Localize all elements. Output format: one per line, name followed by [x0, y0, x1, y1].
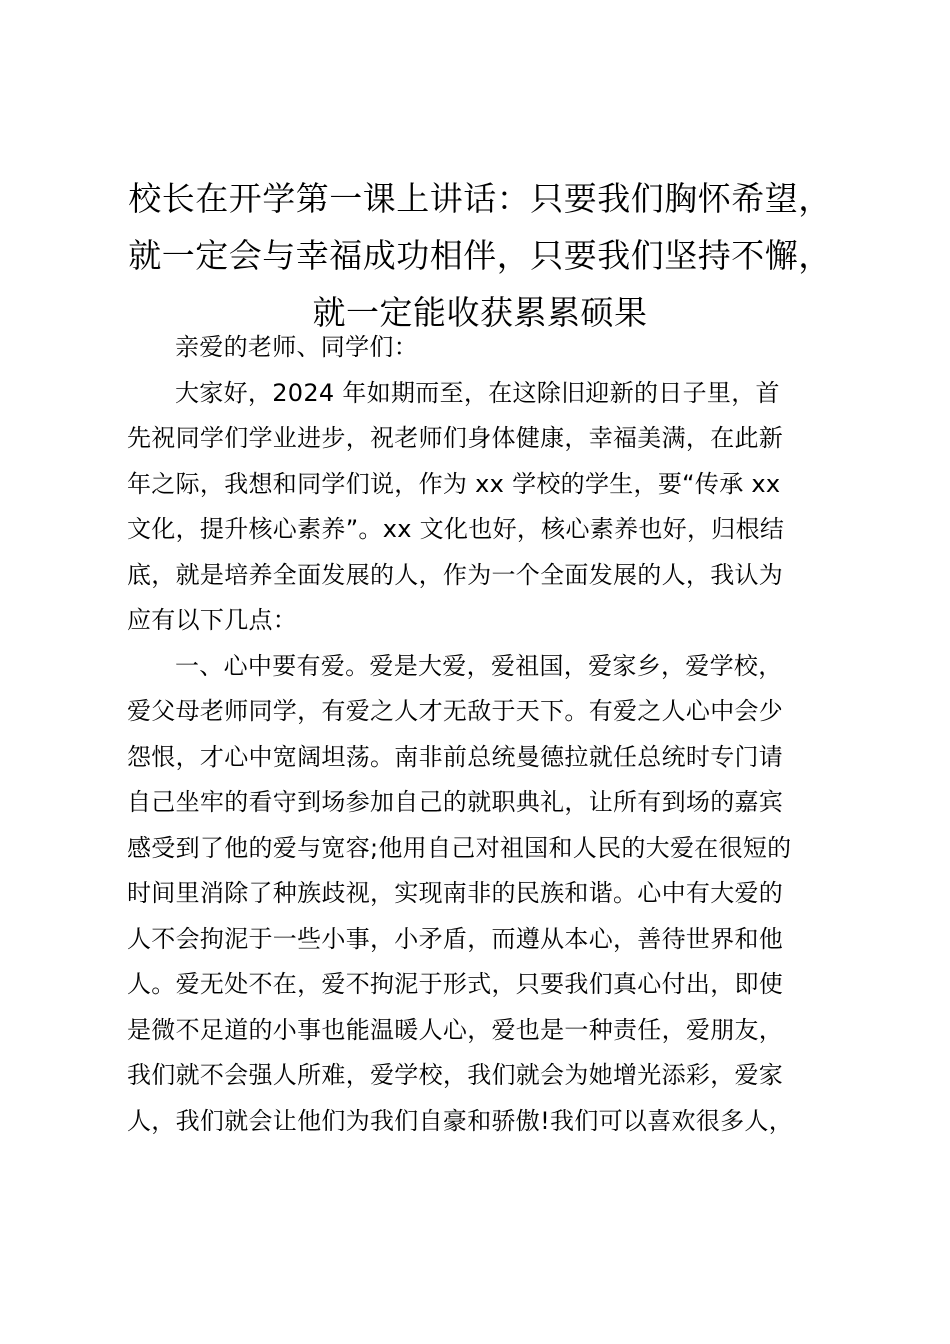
- salutation-text: 亲爱的老师、同学们：: [175, 333, 418, 361]
- paragraph-line: 年之际，我想和同学们说，作为 xx 学校的学生，要“传承 xx: [127, 469, 781, 498]
- title-line: 就一定能收获累累硕果: [312, 293, 648, 332]
- paragraph-line: 大家好，2024 年如期而至，在这除旧迎新的日子里，首: [175, 378, 780, 407]
- paragraph-line: 人，我们就会让他们为我们自豪和骄傲!我们可以喜欢很多人，: [127, 1106, 794, 1135]
- paragraph-line: 自己坐牢的看守到场参加自己的就职典礼，让所有到场的嘉宾: [127, 788, 784, 816]
- salutation: [127, 325, 839, 371]
- paragraph-greeting: [127, 371, 839, 644]
- paragraph-line: 是微不足道的小事也能温暖人心，爱也是一种责任，爱朋友，: [127, 1015, 784, 1044]
- paragraph-line: 感受到了他的爱与宽容;他用自己对祖国和人民的大爱在很短的: [127, 833, 792, 862]
- paragraph-line: 怨恨，才心中宽阔坦荡。南非前总统曼德拉就任总统时专门请: [127, 742, 784, 771]
- paragraph-line: 文化，提升核心素养”。xx 文化也好，核心素养也好，归根结: [127, 515, 785, 543]
- paragraph-line: 一、心中要有爱。爱是大爱，爱祖国，爱家乡，爱学校，: [175, 651, 783, 680]
- paragraph-line: 时间里消除了种族歧视，实现南非的民族和谐。心中有大爱的: [127, 879, 784, 907]
- title-line: 校长在开学第一课上讲话：只要我们胸怀希望，: [128, 179, 832, 218]
- paragraph-line: 应有以下几点：: [127, 606, 298, 634]
- paragraph-line: 我们就不会强人所难，爱学校，我们就会为她增光添彩，爱家: [127, 1061, 784, 1089]
- document-body: [127, 325, 839, 1144]
- title-line: 就一定会与幸福成功相伴，只要我们坚持不懈，: [128, 236, 832, 275]
- paragraph-line: 爱父母老师同学，有爱之人才无敌于天下。有爱之人心中会少: [127, 697, 784, 725]
- document-title: [100, 170, 860, 341]
- paragraph-line: 人。爱无处不在，爱不拘泥于形式，只要我们真心付出，即使: [127, 970, 784, 998]
- paragraph-point-one: [127, 644, 839, 1145]
- paragraph-line: 人不会拘泥于一些小事，小矛盾，而遵从本心，善待世界和他: [127, 924, 784, 953]
- paragraph-line: 先祝同学们学业进步，祝老师们身体健康，幸福美满，在此新: [127, 424, 784, 452]
- paragraph-line: 底，就是培养全面发展的人，作为一个全面发展的人，我认为: [127, 560, 784, 589]
